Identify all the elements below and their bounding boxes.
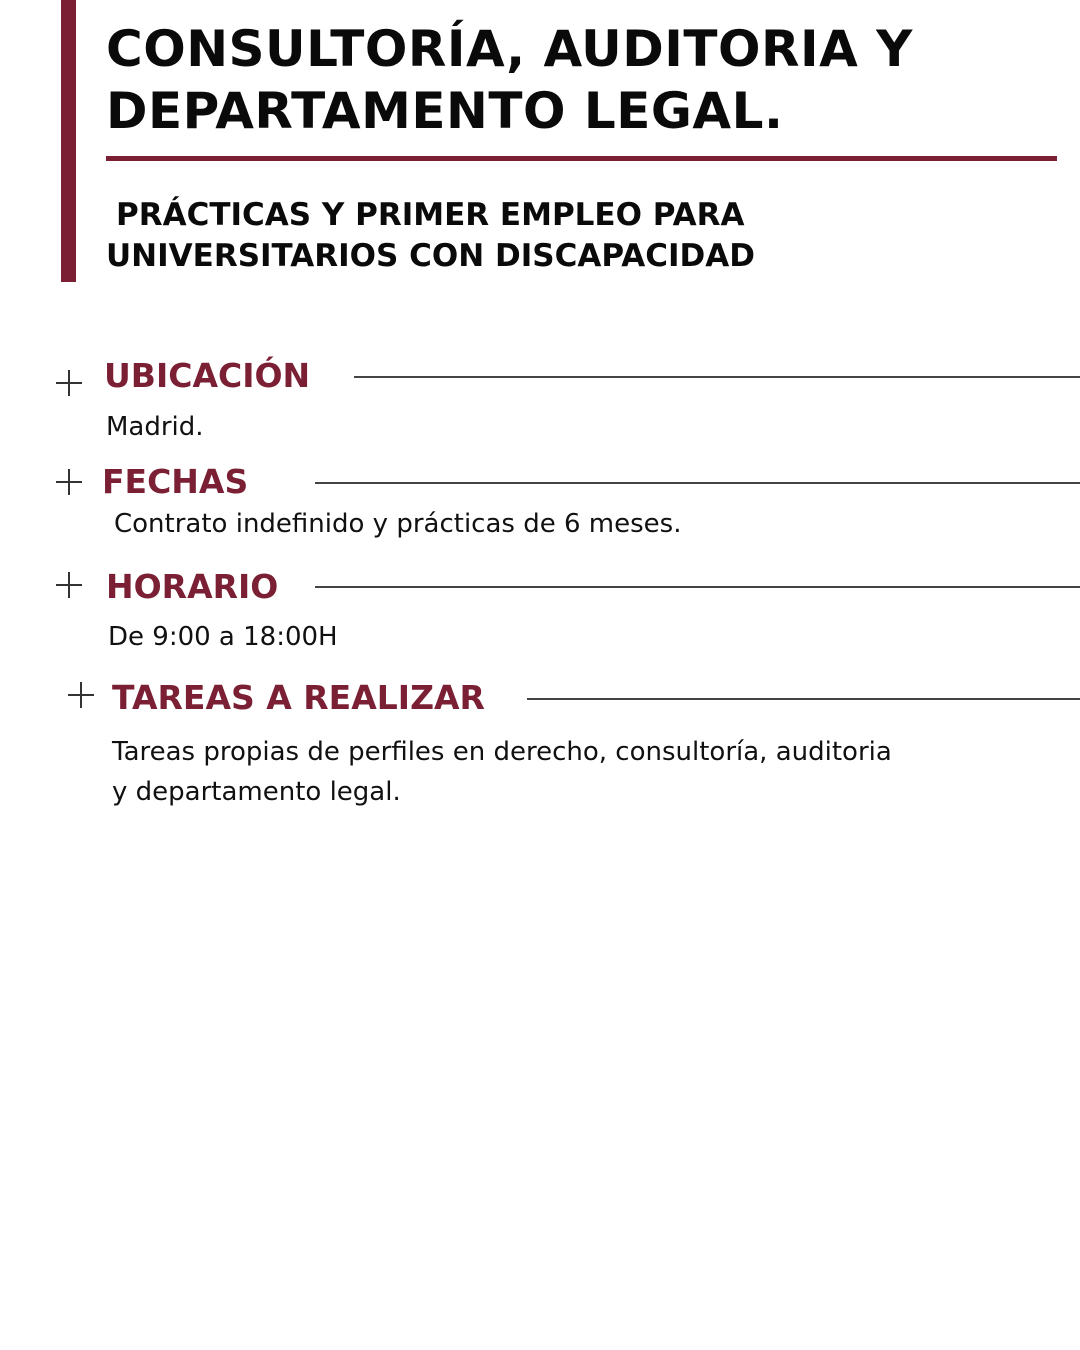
section-heading-ubicacion: UBICACIÓN xyxy=(104,356,311,395)
section-body-line: Madrid. xyxy=(106,412,204,442)
plus-icon xyxy=(56,370,82,396)
section-divider-fechas xyxy=(315,482,1080,484)
title-divider xyxy=(106,156,1057,161)
section-divider-tareas xyxy=(527,698,1080,700)
section-heading-fechas: FECHAS xyxy=(102,462,249,501)
section-body-tareas xyxy=(112,732,892,812)
title-line-2: DEPARTAMENTO LEGAL. xyxy=(106,82,784,140)
plus-icon xyxy=(56,469,82,495)
section-divider-horario xyxy=(315,586,1080,588)
plus-icon xyxy=(56,572,82,598)
subtitle-line-2: UNIVERSITARIOS CON DISCAPACIDAD xyxy=(106,238,755,274)
plus-icon xyxy=(68,682,94,708)
section-heading-horario: HORARIO xyxy=(106,567,279,606)
section-body-fechas xyxy=(114,504,681,544)
page-subtitle xyxy=(106,195,1056,277)
section-body-line: De 9:00 a 18:00H xyxy=(108,622,338,652)
section-heading-tareas: TAREAS A REALIZAR xyxy=(112,678,485,717)
section-body-horario xyxy=(108,617,338,657)
section-body-line: Tareas propias de perfiles en derecho, consultoría, auditoria xyxy=(112,737,892,767)
section-body-ubicacion xyxy=(106,407,204,447)
title-line-1: CONSULTORÍA, AUDITORIA Y xyxy=(106,20,913,78)
section-divider-ubicacion xyxy=(354,376,1080,378)
section-body-line: Contrato indefinido y prácticas de 6 meses. xyxy=(114,509,682,539)
page-title xyxy=(106,18,1066,142)
accent-bar xyxy=(61,0,76,282)
section-body-line: y departamento legal. xyxy=(112,777,401,807)
subtitle-line-1: PRÁCTICAS Y PRIMER EMPLEO PARA xyxy=(116,197,745,233)
